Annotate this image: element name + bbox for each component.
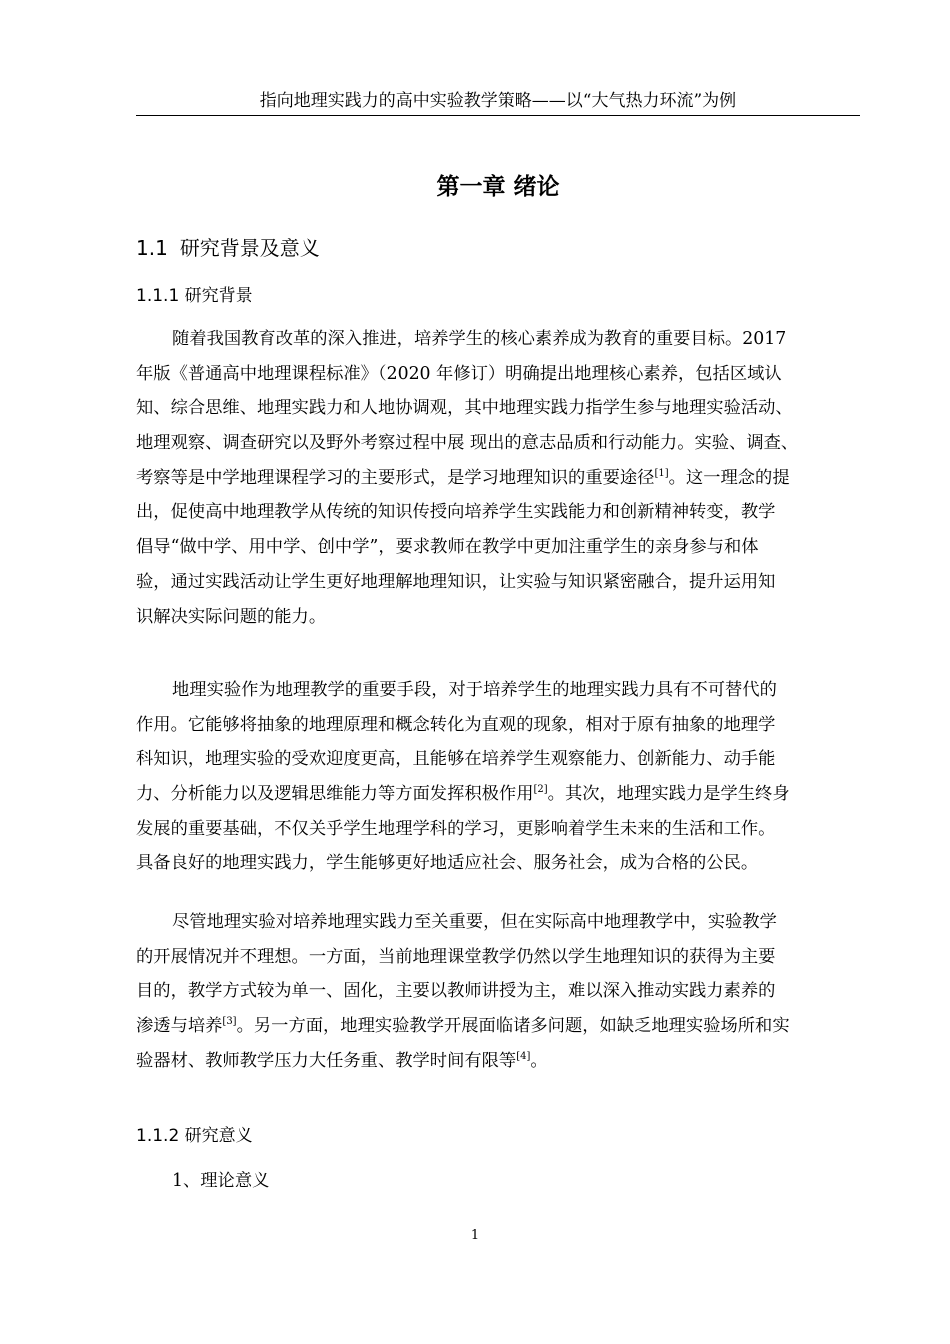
paragraph-line: 具备良好的地理实践力，学生能够更好地适应社会、服务社会，成为合格的公民。 [136, 853, 759, 874]
paragraph-line: 科知识，地理实验的受欢迎度更高，且能够在培养学生观察能力、创新能力、动手能 [136, 749, 776, 770]
section-title: 研究背景及意义 [179, 236, 320, 260]
citation-mark[interactable]: [1] [654, 467, 669, 479]
paragraph-text: 。这一理念的提 [668, 467, 790, 488]
paragraph-text: 验器材、教师教学压力大任务重、教学时间有限等 [136, 1050, 517, 1071]
paragraph-line-with-citation [136, 461, 860, 496]
paragraph-line: 识解决实际问题的能力。 [136, 606, 327, 627]
paragraph-current-problems [136, 905, 860, 1078]
citation-mark[interactable]: [2] [533, 784, 548, 796]
paragraph-line: 发展的重要基础，不仅关乎学生地理学科的学习，更影响着学生未来的生活和工作。 [136, 818, 776, 839]
paragraph-line: 倡导“做中学、用中学、创中学”，要求教师在教学中更加注重学生的亲身参与和体 [136, 537, 759, 558]
chapter-title: 第一章 绪论 [436, 174, 560, 200]
paragraph-line: 地理观察、调查研究以及野外考察过程中展 现出的意志品质和行动能力。实验、调查、 [136, 433, 799, 454]
paragraph-line-with-citation [136, 1009, 860, 1044]
citation-mark[interactable]: [4] [516, 1050, 531, 1062]
paragraph-line: 作用。它能够将抽象的地理原理和概念转化为直观的现象，相对于原有抽象的地理学 [136, 714, 776, 735]
list-item-theoretical-significance: 1、理论意义 [172, 1171, 270, 1191]
paragraph-line: 随着我国教育改革的深入推进，培养学生的核心素养成为教育的重要目标。2017 [172, 329, 787, 349]
subsection-heading-background: 1.1.1 研究背景 [136, 286, 253, 306]
paragraph-line: 年版《普通高中地理课程标准》（2020 年修订）明确提出地理核心素养，包括区域认 [136, 363, 782, 384]
paragraph-text: 。 [530, 1050, 548, 1071]
section-number: 1.1 [136, 236, 168, 260]
paragraph-line: 验，通过实践活动让学生更好地理解地理知识，让实验与知识紧密融合，提升运用知 [136, 571, 776, 592]
paragraph-line-with-citation [136, 1044, 860, 1079]
paragraph-text: 力、分析能力以及逻辑思维能力等方面发挥积极作用 [136, 784, 534, 805]
paragraph-background [136, 322, 860, 634]
paragraph-text: 渗透与培养 [136, 1016, 223, 1037]
paragraph-line: 的开展情况并不理想。一方面，当前地理课堂教学仍然以学生地理知识的获得为主要 [136, 946, 776, 967]
paragraph-significance-of-experiments [136, 673, 860, 881]
paragraph-line-with-citation [136, 777, 860, 812]
paragraph-text: 考察等是中学地理课程学习的主要形式，是学习地理知识的重要途径 [136, 467, 655, 488]
paragraph-line: 目的，教学方式较为单一、固化，主要以教师讲授为主，难以深入推动实践力素养的 [136, 981, 776, 1002]
paragraph-text: 。另一方面，地理实验教学开展面临诸多问题，如缺乏地理实验场所和实 [236, 1016, 790, 1037]
paragraph-text: 。其次，地理实践力是学生终身 [547, 784, 790, 805]
paragraph-line: 地理实验作为地理教学的重要手段，对于培养学生的地理实践力具有不可替代的 [172, 680, 777, 700]
running-header: 指向地理实践力的高中实验教学策略——以“大气热力环流”为例 [136, 90, 860, 116]
paragraph-line: 出，促使高中地理教学从传统的知识传授向培养学生实践能力和创新精神转变，教学 [136, 502, 776, 523]
subsection-heading-significance: 1.1.2 研究意义 [136, 1126, 253, 1146]
paragraph-line: 知、综合思维、地理实践力和人地协调观，其中地理实践力指学生参与地理实验活动、 [136, 398, 793, 419]
section-heading [136, 234, 320, 262]
page-number: 1 [470, 1228, 480, 1243]
paragraph-line: 尽管地理实验对培养地理实践力至关重要，但在实际高中地理教学中，实验教学 [172, 912, 777, 932]
citation-mark[interactable]: [3] [222, 1016, 237, 1028]
